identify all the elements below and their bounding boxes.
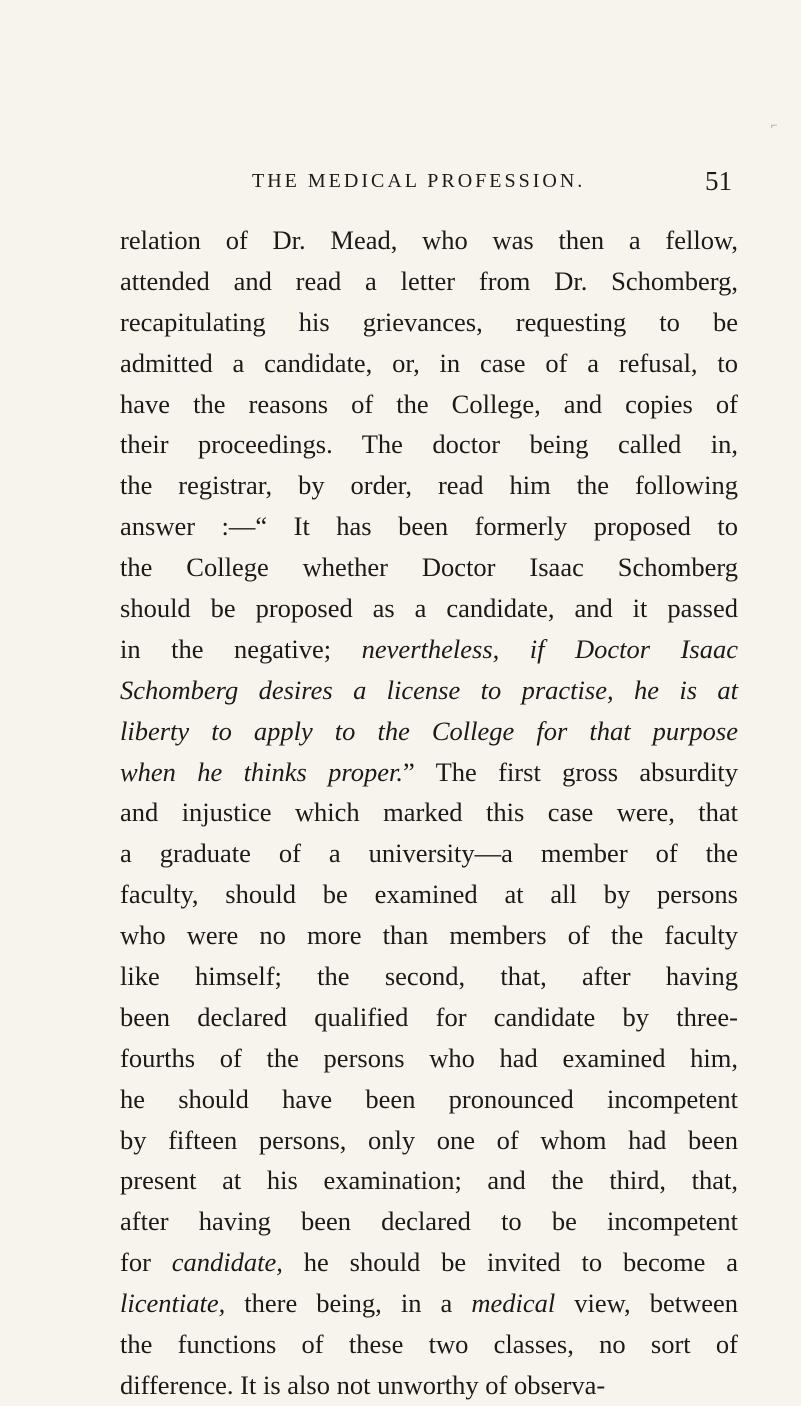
text-line: [120, 1079, 738, 1120]
text-span: by fifteen persons, only one of whom had been: [120, 1124, 738, 1155]
text-span: the College whether Doctor Isaac Schomberg: [120, 552, 738, 583]
text-line: [120, 629, 738, 670]
text-span: ” The first gross absurdity: [403, 756, 738, 787]
text-span: attended and read a letter from Dr. Schomberg,: [120, 265, 738, 296]
text-line: [120, 874, 738, 915]
text-span: recapitulating his grievances, requesting to be: [120, 306, 738, 337]
text-line: [120, 465, 738, 506]
italic-span: candidate,: [171, 1247, 283, 1278]
text-line: [120, 1038, 738, 1079]
text-line: [120, 547, 738, 588]
text-line: [120, 956, 738, 997]
text-line: [120, 752, 738, 793]
text-line: [120, 711, 738, 752]
text-span: a graduate of a university—a member of the: [120, 838, 738, 869]
text-span: he should be invited to become a: [282, 1247, 738, 1278]
text-line: [120, 1324, 738, 1365]
text-line: [120, 1120, 738, 1161]
text-span: answer :—“ It has been formerly proposed to: [120, 511, 738, 542]
text-span: and injustice which marked this case were, that: [120, 797, 738, 828]
text-line: [120, 384, 738, 425]
running-title: THE MEDICAL PROFESSION.: [252, 170, 586, 192]
text-line: [120, 1242, 738, 1283]
text-span: after having been declared to be incompetent: [120, 1206, 738, 1237]
text-span: the registrar, by order, read him the following: [120, 470, 738, 501]
running-header: [252, 166, 732, 198]
text-line: [120, 1365, 738, 1406]
text-span: relation of Dr. Mead, who was then a fellow,: [120, 225, 738, 255]
page-number: 51: [705, 166, 732, 196]
text-line: [120, 670, 738, 711]
text-span: their proceedings. The doctor being called in,: [120, 429, 738, 460]
text-line: [120, 1201, 738, 1242]
text-line: [120, 915, 738, 956]
text-span: should be proposed as a candidate, and it passed: [120, 593, 738, 624]
text-span: he should have been pronounced incompetent: [120, 1083, 738, 1114]
text-span: admitted a candidate, or, in case of a refusal, to: [120, 347, 738, 378]
text-line: [120, 220, 738, 261]
italic-span: licentiate,: [120, 1288, 226, 1319]
italic-span: Schomberg desires a license to practise, he is at: [120, 674, 738, 705]
text-line: [120, 792, 738, 833]
text-span: there being, in a: [225, 1288, 472, 1319]
text-span: difference. It is also not unworthy of observa-: [120, 1369, 606, 1400]
text-line: [120, 833, 738, 874]
text-line: [120, 997, 738, 1038]
text-span: fourths of the persons who had examined him,: [120, 1042, 738, 1073]
text-line: [120, 343, 738, 384]
body-text: [120, 220, 738, 1406]
text-span: for: [120, 1247, 172, 1278]
text-span: the functions of these two classes, no sort of: [120, 1329, 738, 1360]
text-line: [120, 424, 738, 465]
margin-mark: ⌐: [771, 118, 778, 132]
text-line: [120, 302, 738, 343]
text-span: faculty, should be examined at all by persons: [120, 879, 738, 910]
text-span: who were no more than members of the faculty: [120, 920, 738, 951]
italic-span: when he thinks proper.: [120, 756, 404, 787]
text-span: in the negative;: [120, 633, 362, 664]
text-span: like himself; the second, that, after having: [120, 961, 738, 992]
text-span: have the reasons of the College, and copies of: [120, 388, 738, 419]
text-line: [120, 506, 738, 547]
text-span: view, between: [555, 1288, 738, 1319]
text-span: present at his examination; and the third, that,: [120, 1165, 738, 1196]
italic-span: medical: [471, 1288, 556, 1319]
text-line: [120, 1160, 738, 1201]
italic-span: nevertheless, if Doctor Isaac: [361, 633, 738, 664]
text-span: been declared qualified for candidate by three-: [120, 1001, 738, 1032]
italic-span: liberty to apply to the College for that purpose: [120, 715, 738, 746]
text-line: [120, 588, 738, 629]
text-line: [120, 261, 738, 302]
text-line: [120, 1283, 738, 1324]
